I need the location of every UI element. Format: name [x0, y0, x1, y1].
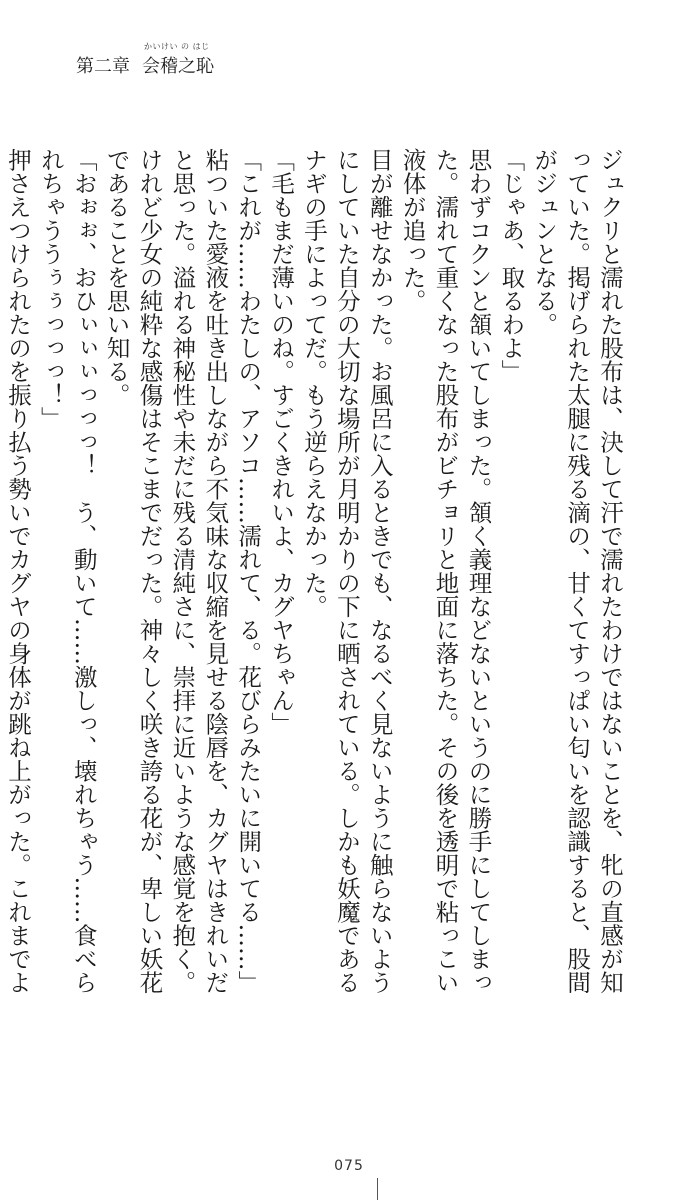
- paragraph: 押さえつけられたのを振り払う勢いでカグヤの身体が跳ね上がった。これまでよ: [3, 148, 32, 994]
- paragraph: 「毛もまだ薄いのね。すごくきれいよ、カグヤちゃん」: [267, 148, 296, 736]
- chapter-title: 会稽之恥: [142, 56, 214, 77]
- chapter-label: 第二章: [76, 56, 130, 77]
- paragraph: 目が離せなかった。お風呂に入るときでも、なるべく見ないように触らないようにしていた自分の大切な場所が月明かりの下に晒されている。しかも妖魔であるナギの手によってだ。もう逆らえなかった。: [299, 148, 394, 994]
- running-header: [76, 42, 214, 77]
- paragraph: 「じゃあ、取るわよ」: [497, 148, 526, 383]
- paragraph: 思わずコクンと頷いてしまった。頷く義理などないというのに勝手にしてしまった。濡れて重くなった股布がビチョリと地面に落ちた。その後を透明で粘っこい液体が追った。: [398, 148, 493, 994]
- paragraph: ジュクリと濡れた股布は、決して汗で濡れたわけではないことを、牝の直感が知っていた。掲げられた太腿に残る滴の、甘くてすっぱい匂いを認識すると、股間がジュンとなる。: [530, 148, 624, 994]
- chapter-title-ruby: かいけい の はじ: [144, 42, 210, 51]
- paragraph: 「これが……わたしの、アソコ……濡れて、る。花びらみたいに開いてる……」: [234, 148, 263, 994]
- vertical-body-text: [3, 148, 626, 998]
- paragraph: 粘ついた愛液を吐き出しながら不気味な収縮を見せる陰唇を、カグヤはきれいだと思った。溢れる神秘性や未だに残る清純さに、崇拝に近いような感覚を抱く。けれど少女の純粋な感傷はそこまでだった。神々しく咲き誇る花が、卑しい妖花であることを思い知る。: [102, 148, 230, 994]
- page-number: 075: [334, 1158, 364, 1174]
- page-number-rule: [377, 1178, 378, 1200]
- chapter-title-wrap: [142, 42, 214, 77]
- paragraph: 「おぉぉ、おひぃぃぃっっっ！ う、動いて……激しっ、壊れちゃう……食べられちゃううぅぅっっっ！」: [36, 148, 98, 994]
